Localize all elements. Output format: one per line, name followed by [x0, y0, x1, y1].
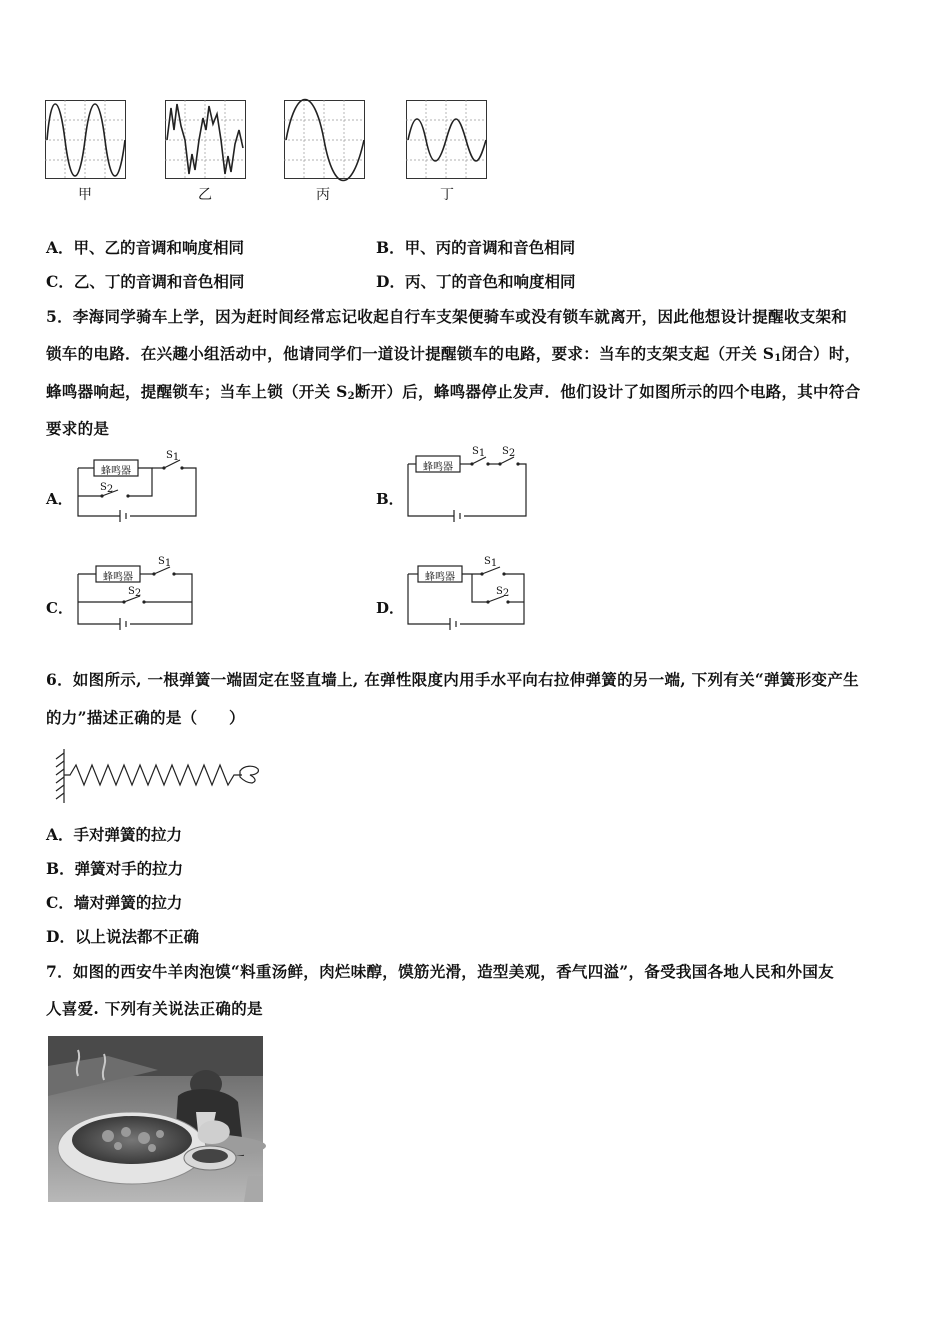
q6-option-c-text: 墙对弹簧的拉力 [73, 893, 183, 912]
q7-text-line-2: 人喜爱. 下列有关说法正确的是 [46, 999, 263, 1018]
buzzer-label-a: 蜂鸣器 [101, 466, 131, 477]
q6-text-line-2: 的力”描述正确的是（ ） [46, 708, 245, 727]
switch-s1-label-b: S1 [472, 446, 486, 459]
switch-s1-label-a: S1 [166, 450, 180, 463]
q6-option-a-letter: A． [46, 825, 74, 844]
q4-option-a-letter: A． [46, 238, 74, 257]
q6-text-line-1: 6．如图所示, 一根弹簧一端固定在竖直墙上, 在弹性限度内用手水平向右拉伸弹簧的另一端, 下列有关“弹簧形变产生 [46, 670, 859, 689]
waveform-label-jia: 甲 [78, 187, 92, 203]
q4-option-b-text: 甲、丙的音调和音色相同 [404, 238, 576, 257]
q6-option-c-letter: C． [46, 893, 74, 912]
q6-option-d-letter: D． [46, 927, 75, 946]
waveform-label-yi: 乙 [198, 187, 212, 203]
q4-option-c-text: 乙、丁的音调和音色相同 [73, 272, 245, 291]
q5-line-2-part-b: 闭合）时， [781, 344, 861, 363]
q5-text-line-1: 5．李海同学骑车上学，因为赶时间经常忘记收起自行车支架便骑车或没有锁车就离开，因此他想设计提醒收支架和 [46, 307, 848, 326]
q5-text-line-2 [46, 342, 860, 364]
switch-s2-label-a: S2 [100, 482, 114, 495]
q4-option-c-letter: C． [46, 272, 74, 291]
circuit-b [400, 448, 530, 523]
waveform-bing [284, 100, 366, 182]
buzzer-label-c: 蜂鸣器 [103, 572, 133, 583]
spring-figure [48, 745, 263, 807]
waveform-ding [406, 100, 488, 182]
q5-line-2-subscript: 1 [774, 353, 782, 364]
switch-s2-label-d: S2 [496, 586, 510, 599]
q4-option-a-text: 甲、乙的音调和响度相同 [73, 238, 245, 257]
q6-option-d[interactable] [46, 925, 199, 947]
waveform-yi [165, 100, 247, 182]
q6-option-a-text: 手对弹簧的拉力 [73, 825, 183, 844]
circuit-d-letter[interactable]: D． [376, 599, 405, 617]
waveform-label-ding: 丁 [440, 187, 454, 203]
paomo-photo [48, 1036, 263, 1202]
switch-s2-label-c: S2 [128, 586, 142, 599]
q4-option-b[interactable] [376, 236, 575, 258]
buzzer-label-b: 蜂鸣器 [423, 462, 453, 473]
circuit-a-letter[interactable]: A． [46, 490, 73, 508]
switch-s1-label-d: S1 [484, 556, 498, 569]
q6-option-a[interactable] [46, 823, 182, 845]
q6-option-c[interactable] [46, 891, 182, 913]
switch-s1-label-c: S1 [158, 556, 172, 569]
q4-option-a[interactable] [46, 236, 244, 258]
q6-option-b-text: 弹簧对手的拉力 [74, 859, 184, 878]
circuit-a [70, 448, 200, 523]
circuit-b-letter[interactable]: B． [376, 490, 404, 508]
q4-option-b-letter: B． [376, 238, 405, 257]
q6-option-d-text: 以上说法都不正确 [74, 927, 199, 946]
q6-option-b[interactable] [46, 857, 183, 879]
q7-text-line-1: 7．如图的西安牛羊肉泡馍“料重汤鲜，肉烂味醇，馍筋光滑，造型美观，香气四溢”，备受我国各地人民和外国友 [46, 962, 834, 981]
q4-option-d[interactable] [376, 270, 575, 292]
q5-text-line-3 [46, 380, 860, 402]
circuit-c [70, 558, 200, 633]
waveform-label-bing: 丙 [316, 187, 330, 203]
circuit-c-letter[interactable]: C． [46, 599, 73, 617]
waveform-jia [45, 100, 127, 182]
q6-option-b-letter: B． [46, 859, 75, 878]
buzzer-label-d: 蜂鸣器 [425, 572, 455, 583]
switch-s2-label-b: S2 [502, 446, 516, 459]
q5-line-2-part-a: 锁车的电路．在兴趣小组活动中，他请同学们一道设计提醒锁车的电路，要求：当车的支架支起（开关 S [46, 344, 775, 363]
circuit-d [400, 558, 530, 633]
q4-option-d-text: 丙、丁的音色和响度相同 [404, 272, 576, 291]
q5-line-3-part-b: 断开）后，蜂鸣器停止发声．他们设计了如图所示的四个电路，其中符合 [354, 382, 861, 401]
q5-text-line-4: 要求的是 [46, 419, 110, 438]
q5-line-3-part-a: 蜂鸣器响起，提醒锁车；当车上锁（开关 S [46, 382, 348, 401]
q4-option-c[interactable] [46, 270, 244, 292]
q4-option-d-letter: D． [376, 272, 405, 291]
q5-line-3-subscript: 2 [347, 391, 355, 402]
